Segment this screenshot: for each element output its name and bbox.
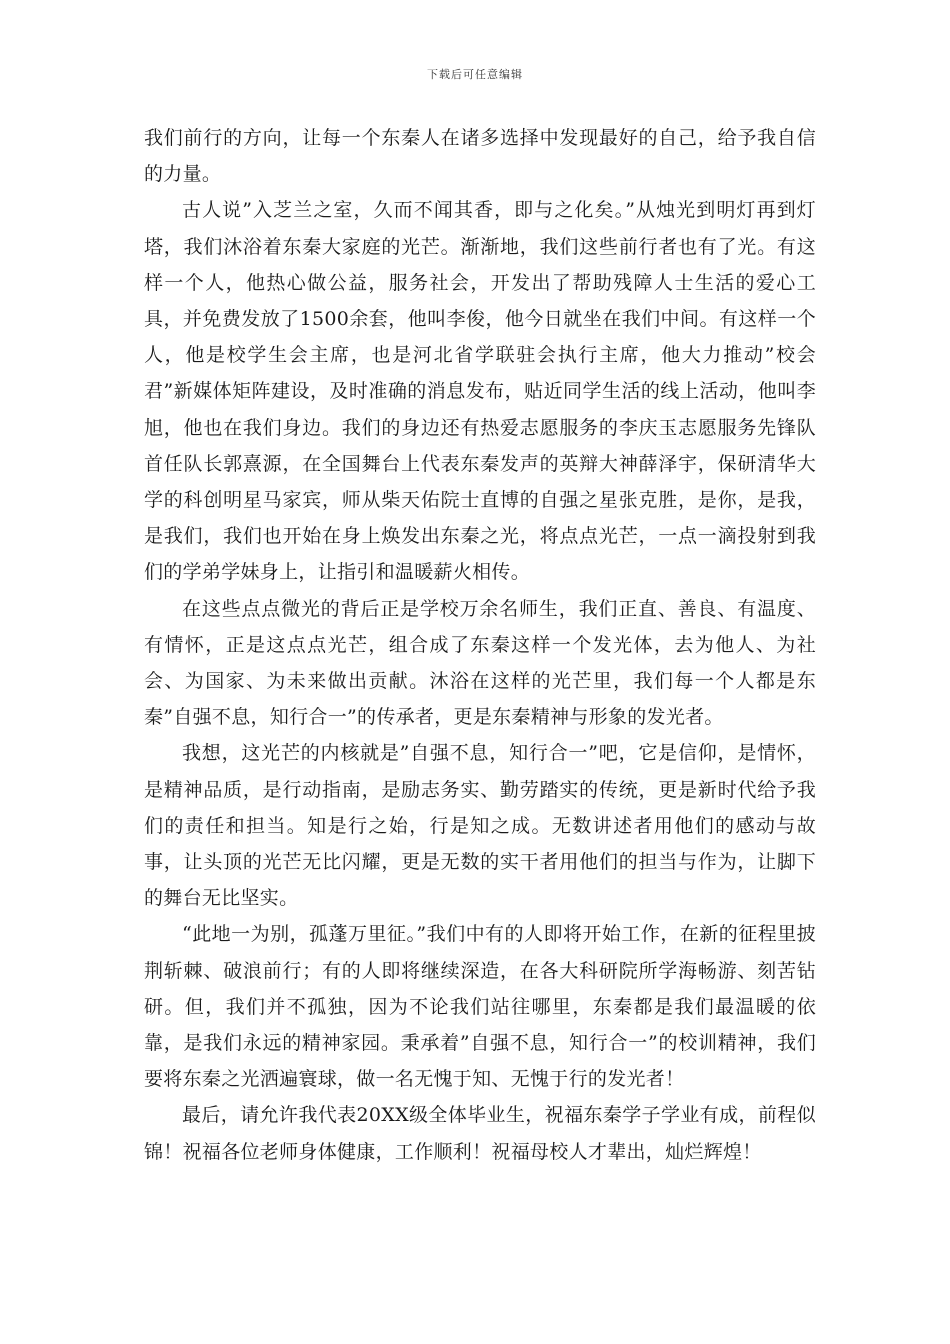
- paragraph-continuation: 我们前行的方向，让每一个东秦人在诸多选择中发现最好的自己，给予我自信的力量。: [144, 127, 816, 186]
- paragraph: 我想，这光芒的内核就是”自强不息，知行合一”吧，它是信仰，是情怀，是精神品质，是行动指南，是励志务实、勤劳踏实的传统，更是新时代给予我们的责任和担当。知是行之始，行是知之成。无数讲述者用他们的感动与故事，让头顶的光芒无比闪耀，更是无数的实干者用他们的担当与作为，让脚下的舞台无比坚实。: [144, 742, 816, 910]
- document-body: [144, 120, 816, 1170]
- paragraph: 古人说”入芝兰之室，久而不闻其香，即与之化矣。”从烛光到明灯再到灯塔，我们沐浴着东秦大家庭的光芒。渐渐地，我们这些前行者也有了光。有这样一个人，他热心做公益，服务社会，开发出了帮助残障人士生活的爱心工具，并免费发放了1500余套，他叫李俊，他今日就坐在我们中间。有这样一个人，他是校学生会主席，也是河北省学联驻会执行主席，他大力推动”校会君”新媒体矩阵建设，及时准确的消息发布，贴近同学生活的线上活动，他叫李旭，他也在我们身边。我们的身边还有热爱志愿服务的李庆玉志愿服务先锋队首任队长郭熹源，在全国舞台上代表东秦发声的英辩大神薛泽宇，保研清华大学的科创明星马家宾，师从柴天佑院士直博的自强之星张克胜，是你，是我，是我们，我们也开始在身上焕发出东秦之光，将点点光芒，一点一滴投射到我们的学弟学妹身上，让指引和温暖薪火相传。: [144, 199, 816, 584]
- paragraph: “此地一为别，孤蓬万里征。”我们中有的人即将开始工作，在新的征程里披荆斩棘、破浪前行；有的人即将继续深造，在各大科研院所学海畅游、刻苦钻研。但，我们并不孤独，因为不论我们站往哪里，东秦都是我们最温暖的依靠，是我们永远的精神家园。秉承着”自强不息，知行合一”的校训精神，我们要将东秦之光洒遍寰球，做一名无愧于知、无愧于行的发光者！: [144, 923, 816, 1091]
- paragraph-closing: 最后，请允许我代表20XX级全体毕业生，祝福东秦学子学业有成，前程似锦！祝福各位老师身体健康，工作顺利！祝福母校人才辈出，灿烂辉煌！: [144, 1104, 816, 1163]
- page-header: 下载后可任意编辑: [427, 68, 523, 81]
- paragraph: 在这些点点微光的背后正是学校万余名师生，我们正直、善良、有温度、有情怀，正是这点点光芒，组合成了东秦这样一个发光体，去为他人、为社会、为国家、为未来做出贡献。沐浴在这样的光芒里，我们每一个人都是东秦”自强不息，知行合一”的传承者，更是东秦精神与形象的发光者。: [144, 597, 816, 729]
